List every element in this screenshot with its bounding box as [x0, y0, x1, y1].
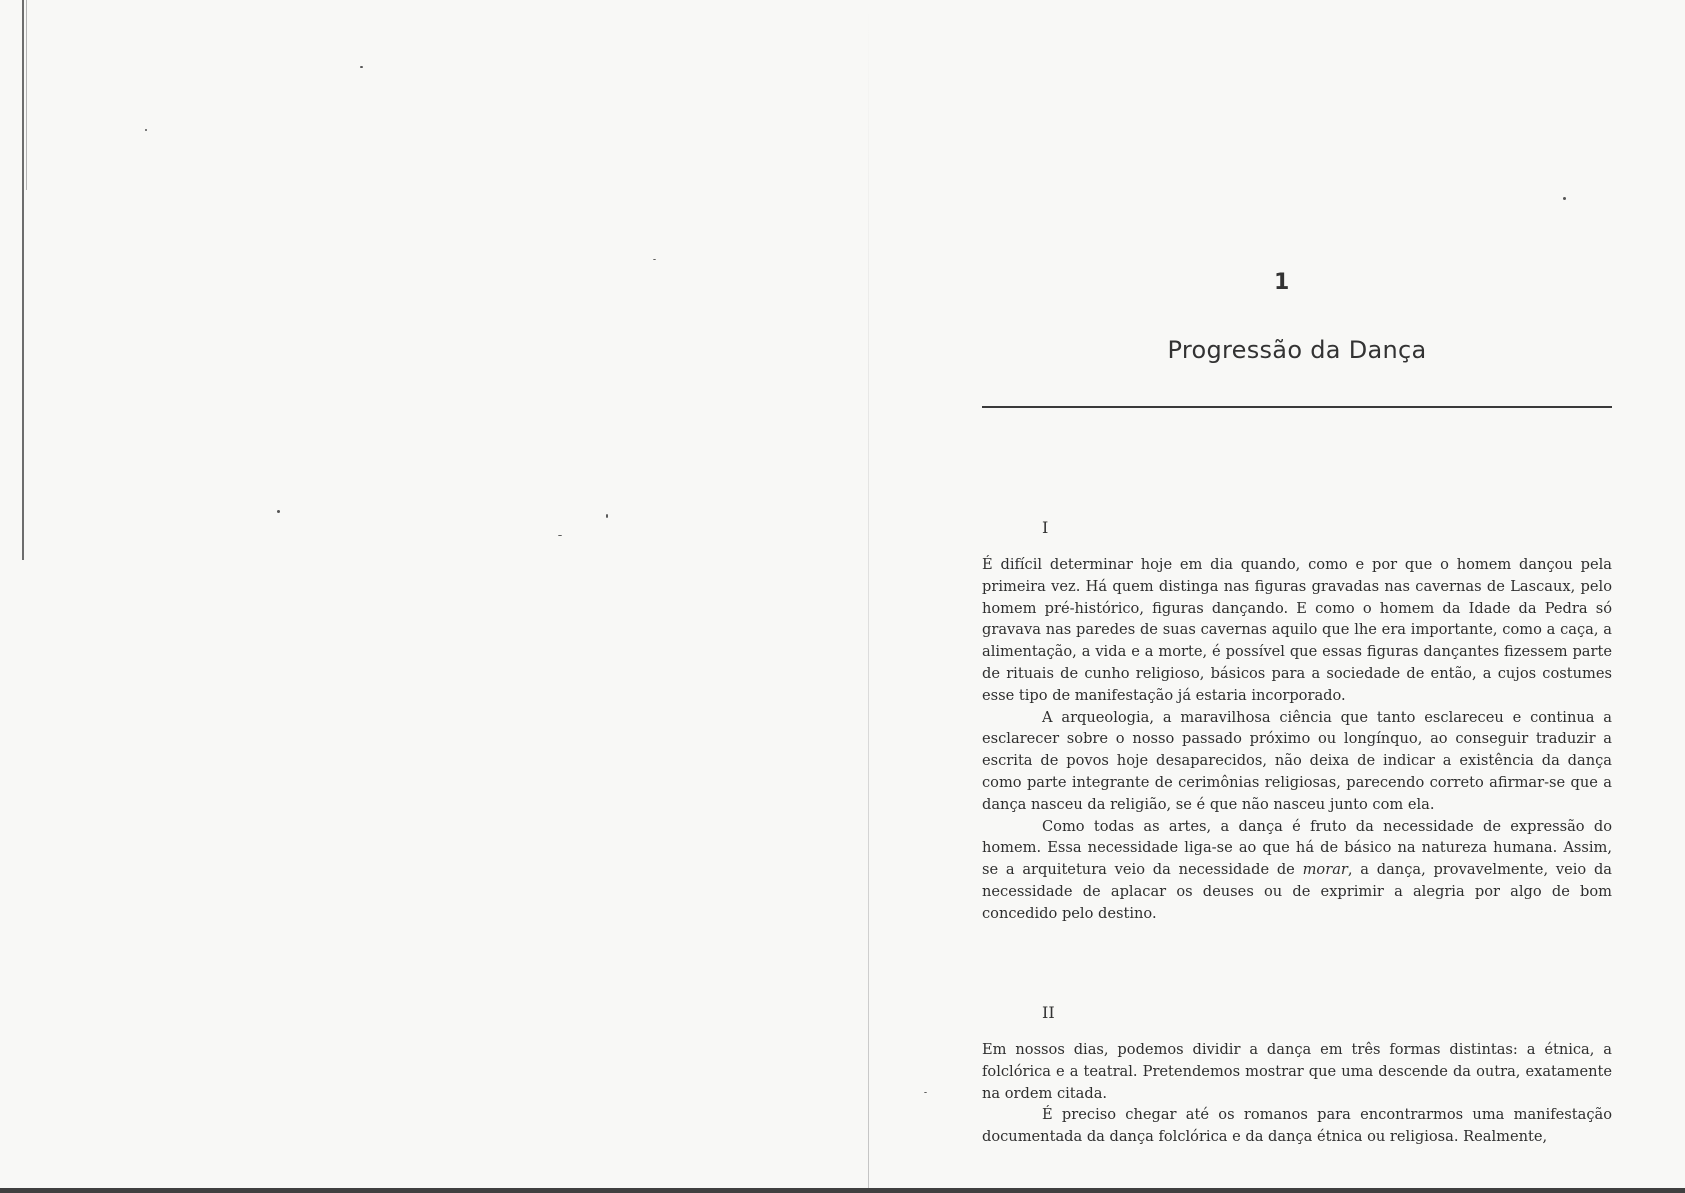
scan-speck [606, 514, 608, 518]
book-gutter [868, 0, 869, 1193]
scan-bottom-edge [0, 1188, 1685, 1193]
left-page-edge-line [26, 0, 27, 190]
paragraph: É difícil determinar hoje em dia quando, como e por que o homem dançou pela primeira vez. Há quem distinga nas figuras gravadas nas cavernas de Lascaux, pelo homem pré-histórico, figuras dançando. E como o homem da Idade da Pedra só gravava nas paredes de suas cavernas aquilo que lhe era importante, como a caça, a alimentação, a vida e a morte, é possível que essas figuras dançantes fizessem parte de rituais de cunho religioso, básicos para a sociedade de então, a cujos costumes esse tipo de manifestação já estaria incorporado. [982, 556, 1612, 704]
chapter-number: 1 [1274, 270, 1290, 295]
scan-speck [653, 259, 656, 260]
chapter-title: Progressão da Dança [1167, 336, 1427, 364]
paragraph: A arqueologia, a maravilhosa ciência que tanto esclareceu e continua a esclarecer sobre o nosso passado próximo ou longínquo, ao conseguir traduzir a escrita de povos hoje desaparecidos, não deixa de indicar a existência da dança como parte integrante de cerimônias religiosas, parecendo correto afirmar-se que a dança nasceu da religião, se é que não nasceu junto com ela. [982, 708, 1612, 813]
paragraph-text: Como todas as artes, a dança é fruto da necessidade de expressão do homem. Essa necessidade liga-se ao que há de básico na natureza humana. Assim, se a arquitetura veio da necessidade de [982, 817, 1612, 879]
left-page-edge-shadow [22, 0, 24, 560]
section-heading-1: I [1042, 518, 1049, 537]
paragraph: É preciso chegar até os romanos para encontrarmos uma manifestação documentada da dança folclórica e da dança étnica ou religiosa. Realmente, [982, 1106, 1612, 1146]
scan-speck [360, 66, 363, 68]
paragraph: Em nossos dias, podemos dividir a dança em três formas distintas: a étnica, a folclórica e a teatral. Pretendemos mostrar que uma descende da outra, exatamente na ordem citada. [982, 1041, 1612, 1102]
section-2-body [982, 1039, 1612, 1148]
emphasized-word: morar [1302, 861, 1348, 879]
section-heading-2: II [1042, 1003, 1055, 1022]
paragraph-text: , a dança, provavelmente, veio da necessidade de aplacar os deuses ou de exprimir a alegria por algo de bom concedido pelo destino. [982, 861, 1612, 922]
scan-speck [145, 129, 147, 131]
section-1-body [982, 554, 1612, 925]
scan-speck [277, 510, 280, 513]
scan-speck [558, 535, 562, 536]
scan-speck [1563, 197, 1566, 200]
scan-speck [924, 1092, 927, 1093]
paragraph [982, 816, 1612, 925]
title-rule [982, 406, 1612, 408]
